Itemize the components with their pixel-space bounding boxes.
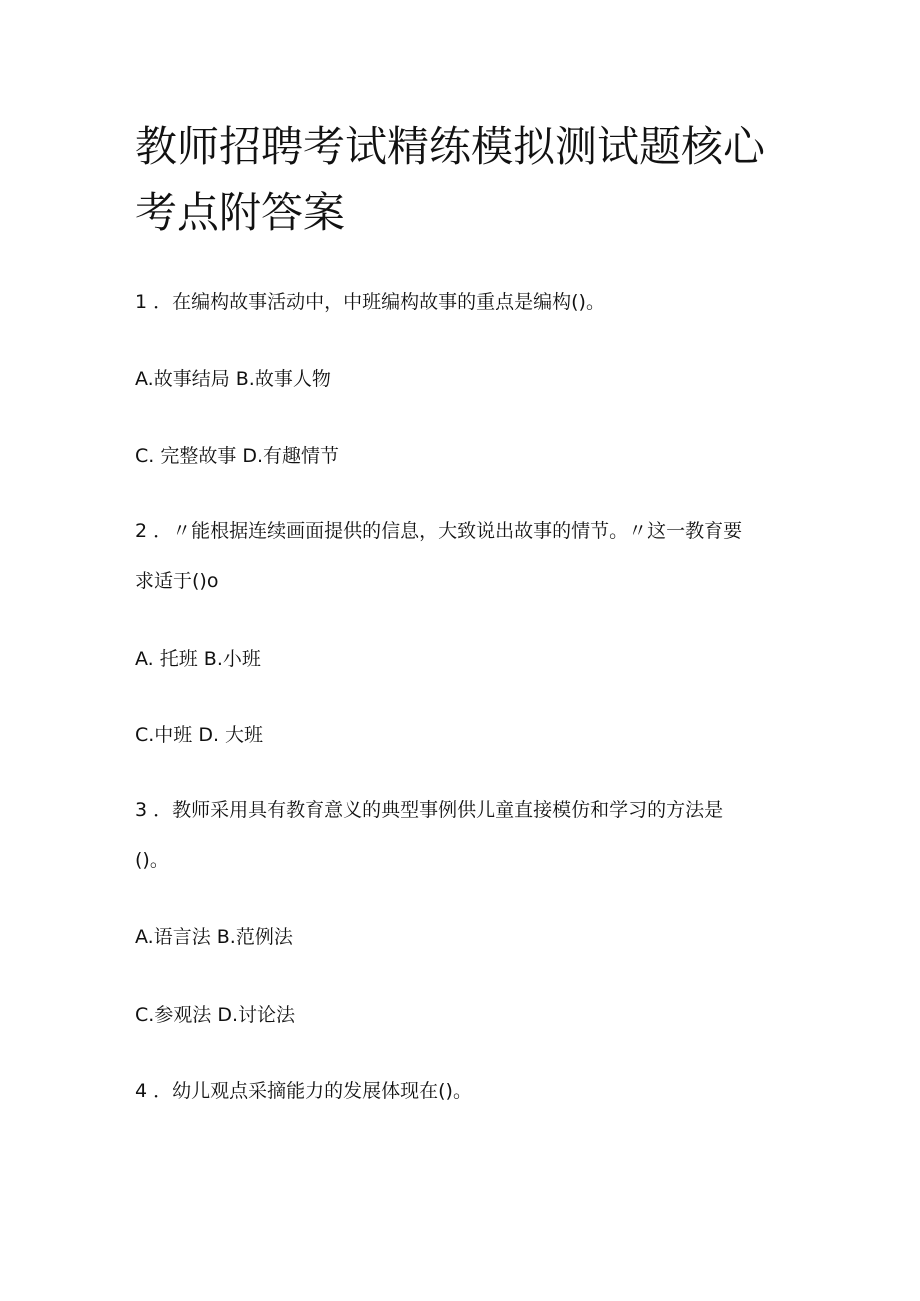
question-3-options-ab: A.语言法 B.范例法 <box>135 926 293 948</box>
question-3-continuation: ()。 <box>135 849 169 871</box>
question-2-options-ab: A. 托班 B.小班 <box>135 648 261 670</box>
question-1-options-ab: A.故事结局 B.故事人物 <box>135 368 331 390</box>
question-2-options-cd: C.中班 D. 大班 <box>135 724 264 746</box>
question-2-continuation: 求适于()o <box>135 570 219 592</box>
question-4-text: 4 ．幼儿观点采摘能力的发展体现在()。 <box>135 1080 472 1102</box>
title-line-1: 教师招聘考试精练模拟测试题核心 <box>135 122 766 171</box>
question-3-text: 3 ．教师采用具有教育意义的典型事例供儿童直接模仿和学习的方法是 <box>135 799 724 821</box>
question-1-text: 1 ．在编构故事活动中，中班编构故事的重点是编构()。 <box>135 291 605 313</box>
question-2-text: 2 ．〃能根据连续画面提供的信息，大致说出故事的情节。〃这一教育要 <box>135 520 743 542</box>
title-line-2: 考点附答案 <box>135 188 346 237</box>
document-title <box>135 114 795 246</box>
question-1-options-cd: C. 完整故事 D.有趣情节 <box>135 445 340 467</box>
question-3-options-cd: C.参观法 D.讨论法 <box>135 1004 296 1026</box>
